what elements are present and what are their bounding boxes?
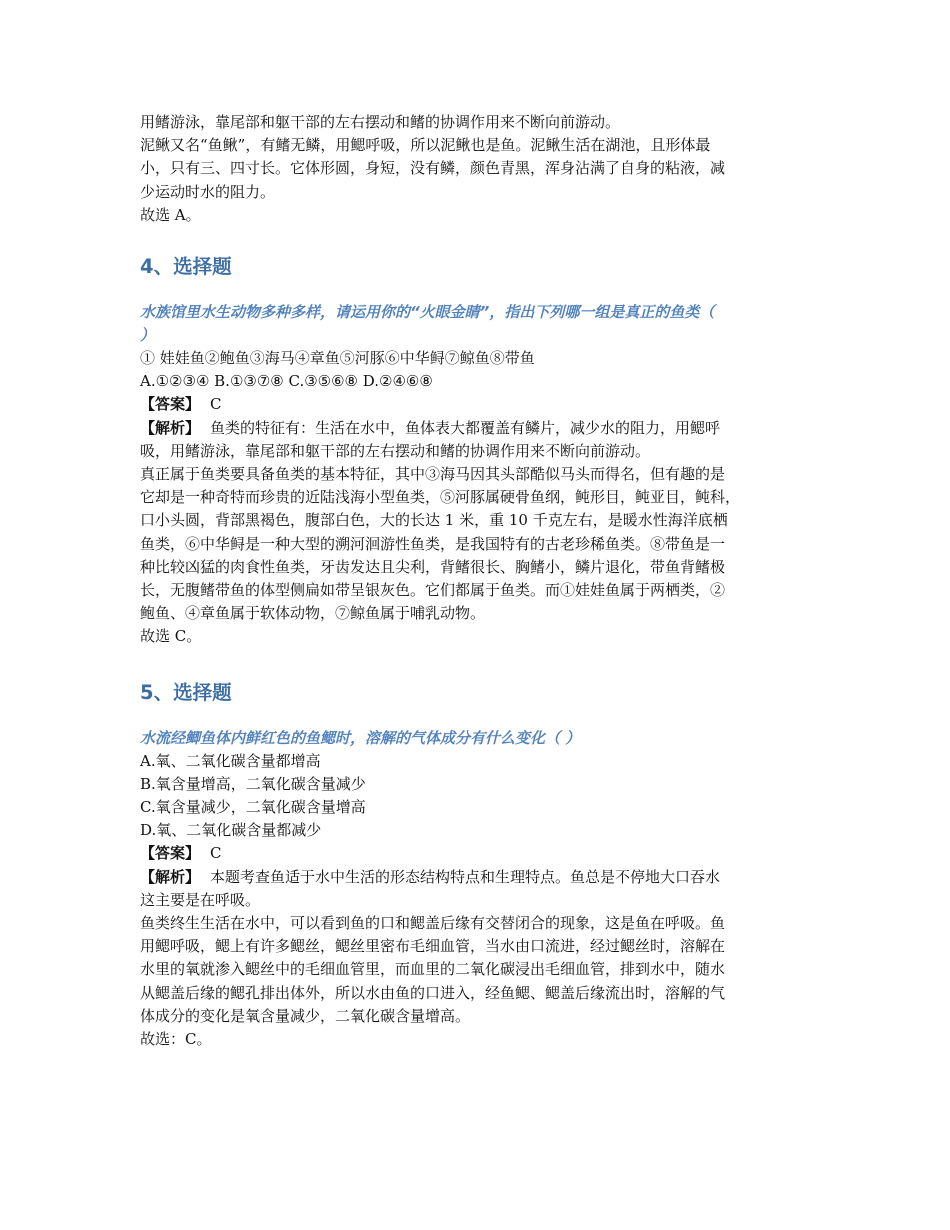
analysis-line: 种比较凶猛的肉食性鱼类，牙齿发达且尖利，背鳍很长、胸鳍小，鳞片退化，带鱼背鳍极 [140, 557, 726, 576]
analysis-line: 体成分的变化是氧含量减少，二氧化碳含量增高。 [140, 1006, 471, 1025]
answer-tag: 【答案】 [140, 395, 201, 414]
question-text: ） [140, 326, 156, 345]
analysis-text: 鱼类的特征有：生活在水中，鱼体表大都覆盖有鳞片，减少水的阻力，用鳃呼 [210, 418, 721, 437]
answer-tag: 【答案】 [140, 844, 201, 863]
answer-value: C [210, 395, 222, 414]
text-line: 小，只有三、四寸长。它体形圆，身短，没有鳞，颜色青黑，浑身沾满了自身的粘液，减 [140, 159, 726, 178]
text-line: 少运动时水的阻力。 [140, 182, 276, 201]
answer-options: A.①②③④ B.①③⑦⑧ C.③⑤⑥⑧ D.②④⑥⑧ [140, 372, 433, 391]
analysis-line: 真正属于鱼类要具备鱼类的基本特征，其中③海马因其头部酷似马头而得名，但有趣的是 [140, 465, 726, 484]
answer-option: A.氧、二氧化碳含量都增高 [140, 751, 321, 770]
analysis-tag: 【解析】 [140, 418, 201, 437]
answer-row [140, 393, 812, 416]
analysis-text: 本题考查鱼适于水中生活的形态结构特点和生理特点。鱼总是不停地大口吞水 [210, 867, 721, 886]
answer-option: D.氧、二氧化碳含量都减少 [140, 821, 322, 840]
analysis-line: 从鳃盖后缘的鳃孔排出体外，所以水由鱼的口进入，经鱼鳃、鳃盖后缘流出时，溶解的气 [140, 983, 726, 1002]
question-text: 水流经鲫鱼体内鲜红色的鱼鳃时，溶解的气体成分有什么变化（ ） [140, 728, 581, 747]
analysis-line: 吸，用鳍游泳，靠尾部和躯干部的左右摆动和鳍的协调作用来不断向前游动。 [140, 441, 651, 460]
text-line: 泥鳅又名“鱼鳅”，有鳍无鳞，用鳃呼吸，所以泥鳅也是鱼。泥鳅生活在湖池，且形体最 [140, 136, 711, 155]
analysis-line: 用鳃呼吸，鳃上有许多鳃丝，鳃丝里密布毛细血管，当水由口流进，经过鳃丝时，溶解在 [140, 937, 726, 956]
question-5-section [140, 679, 812, 1052]
analysis-line: 鱼类，⑥中华鲟是一种大型的溯河洄游性鱼类，是我国特有的古老珍稀鱼类。⑧带鱼是一 [140, 534, 726, 553]
analysis-line: 鱼类终生生活在水中，可以看到鱼的口和鳃盖后缘有交替闭合的现象，这是鱼在呼吸。鱼 [140, 914, 726, 933]
answer-option: C.氧含量减少，二氧化碳含量增高 [140, 798, 366, 817]
section-heading: 4、选择题 [140, 255, 232, 279]
analysis-line: 长，无腹鳍带鱼的体型侧扁如带呈银灰色。它们都属于鱼类。而①娃娃鱼属于两栖类，② [140, 581, 726, 600]
question-text: 水族馆里水生动物多种多样，请运用你的“火眼金睛”，指出下列哪一组是真正的鱼类（ [140, 303, 715, 322]
document-page [140, 111, 812, 1051]
question-4-section [140, 253, 812, 649]
analysis-tag: 【解析】 [140, 867, 201, 886]
analysis-line: 水里的氧就渗入鳃丝中的毛细血管里，而血里的二氧化碳浸出毛细血管，排到水中，随水 [140, 960, 726, 979]
text-line: 用鳍游泳，靠尾部和躯干部的左右摆动和鳍的协调作用来不断向前游动。 [140, 113, 621, 131]
conclusion-line: 故选 C。 [140, 627, 202, 646]
analysis-line: 口小头圆，背部黑褐色，腹部白色，大的长达 1 米，重 10 千克左右，是暖水性海洋底栖 [140, 511, 728, 530]
question-items: ① 娃娃鱼②鲍鱼③海马④章鱼⑤河豚⑥中华鲟⑦鲸鱼⑧带鱼 [140, 349, 535, 368]
answer-option: B.氧含量增高，二氧化碳含量减少 [140, 774, 366, 793]
conclusion-line: 故选 A。 [140, 205, 201, 224]
section-heading: 5、选择题 [140, 680, 232, 704]
answer-row [140, 842, 812, 865]
conclusion-line: 故选：C。 [140, 1030, 212, 1049]
analysis-line: 这主要是在呼吸。 [140, 890, 261, 909]
answer-value: C [210, 844, 222, 863]
intro-explanation [140, 111, 812, 227]
analysis-line: 它却是一种奇特而珍贵的近陆浅海小型鱼类，⑤河豚属硬骨鱼纲，鲀形目，鲀亚目，鲀科， [140, 488, 741, 507]
analysis-row [140, 866, 812, 889]
analysis-row [140, 417, 812, 440]
analysis-line: 鲍鱼、④章鱼属于软体动物，⑦鲸鱼属于哺乳动物。 [140, 604, 486, 623]
